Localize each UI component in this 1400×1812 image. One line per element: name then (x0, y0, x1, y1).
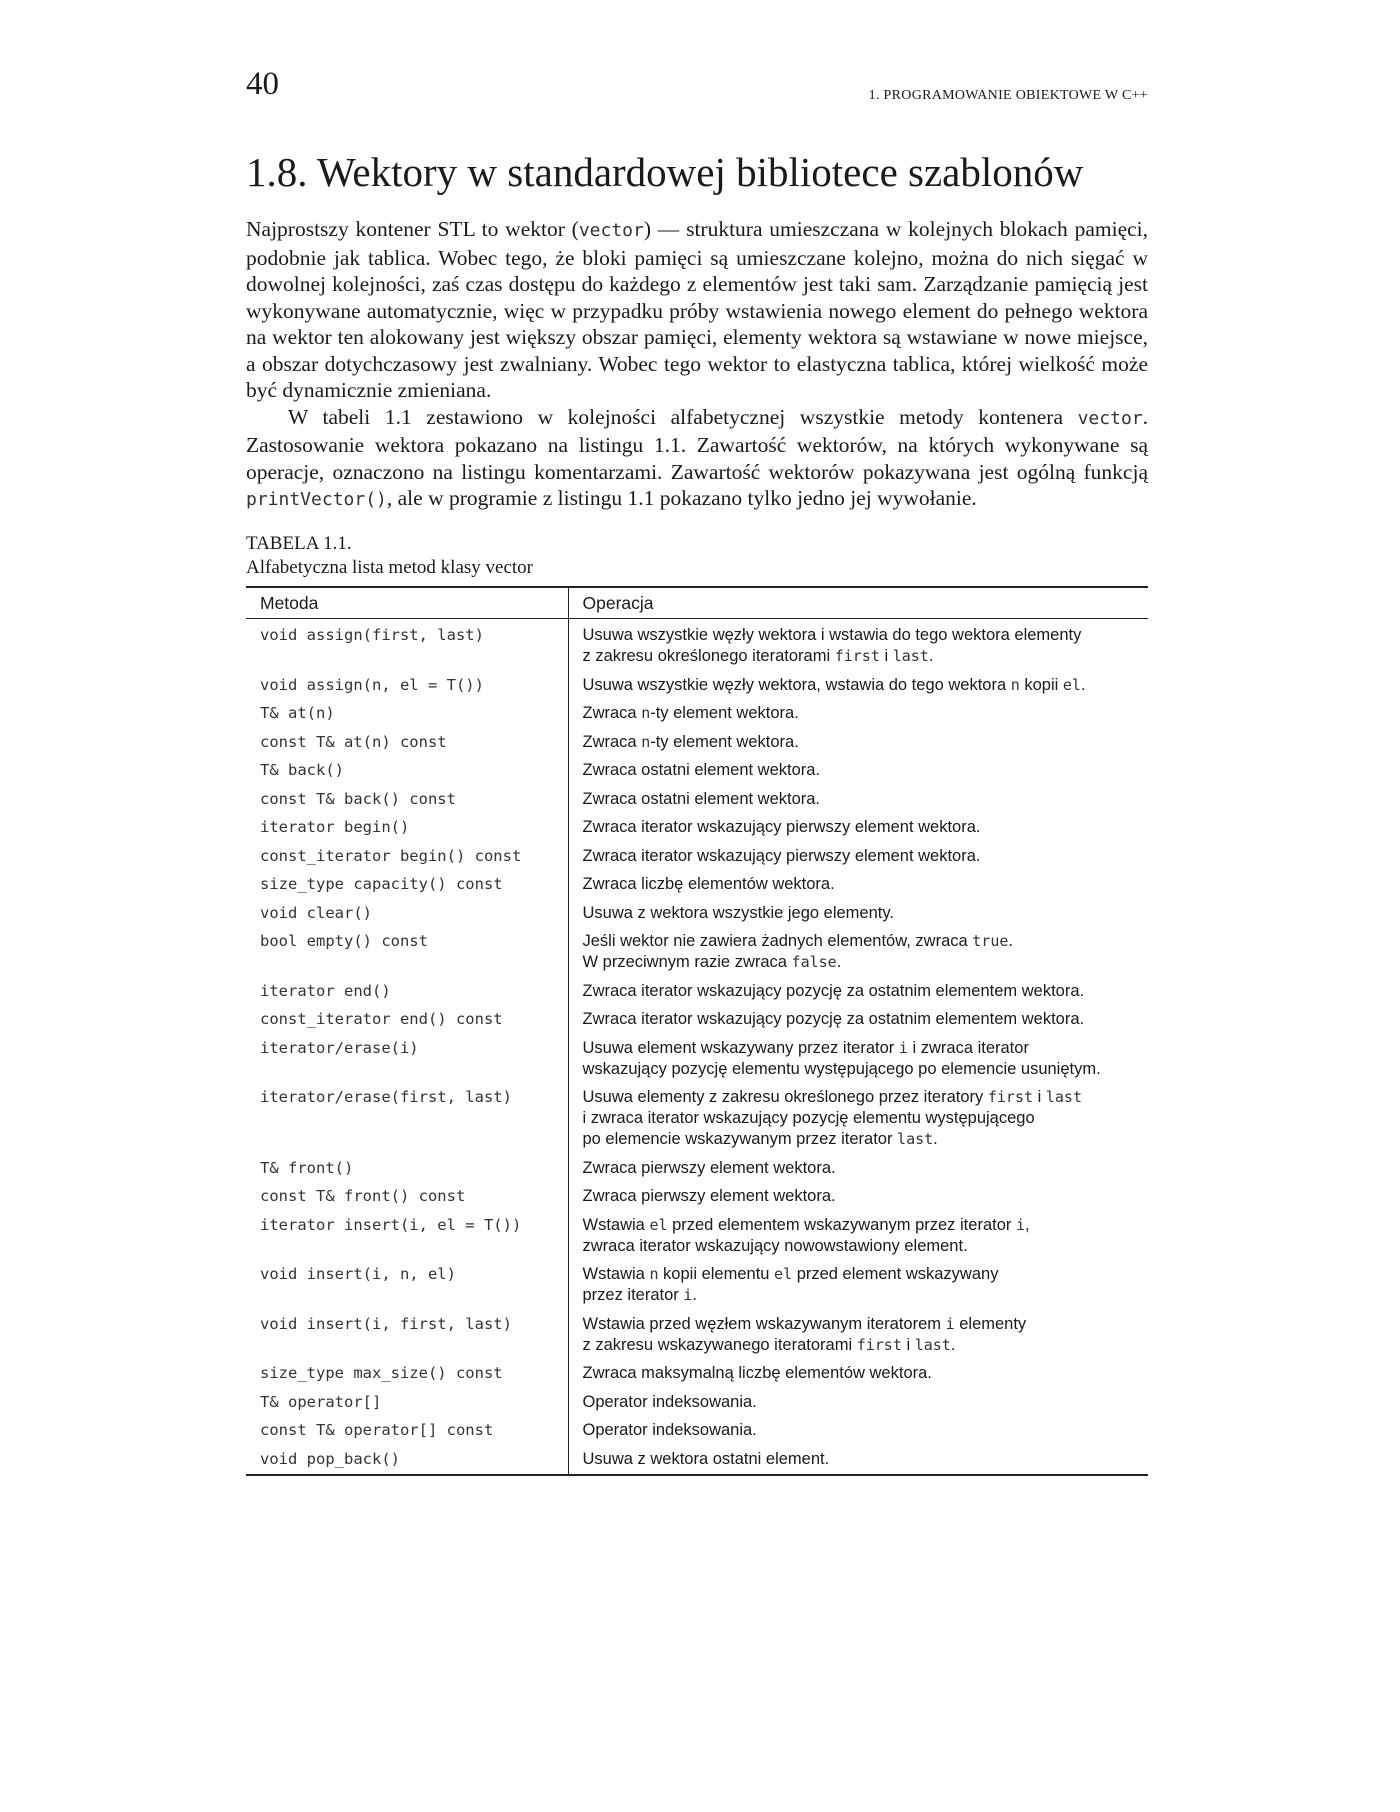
table-row (246, 1183, 1148, 1212)
method-signature: iterator begin() (260, 818, 410, 836)
inline-code: n (641, 732, 651, 751)
text-run: wskazujący pozycję elementu występującego po elemencie usuniętym. (582, 1059, 1101, 1078)
operation-line (583, 1314, 1135, 1335)
operation-line (583, 874, 1135, 895)
operation-description (568, 1183, 1148, 1212)
text-run: Usuwa z wektora wszystkie jego elementy. (582, 903, 894, 922)
inline-code: last (1045, 1088, 1082, 1106)
text-run: W tabeli 1.1 zestawiono w kolejności alfabetycznej wszystkie metody kontenera (288, 404, 1078, 429)
table-row (246, 729, 1148, 758)
text-run: Wstawia (582, 1215, 650, 1234)
text-run: zwraca iterator wskazujący nowowstawiony element. (582, 1236, 968, 1255)
text-run: . (692, 1286, 697, 1304)
operation-line (583, 1059, 1135, 1080)
operation-line (583, 1420, 1135, 1441)
table-row (246, 757, 1148, 786)
method-signature: const T& front() const (260, 1187, 466, 1205)
text-run: i zwraca iterator wskazujący pozycję elementu występującego (582, 1109, 1035, 1127)
operation-description (568, 1006, 1148, 1035)
operation-line (583, 1264, 1135, 1285)
operation-line (583, 1186, 1135, 1207)
operation-line (583, 1129, 1135, 1150)
operation-line (583, 1449, 1135, 1470)
inline-code: last (892, 647, 929, 665)
inline-code: vector (1077, 407, 1143, 429)
operation-description (568, 871, 1148, 900)
text-run: Zwraca (582, 704, 642, 722)
text-run: kopii (1019, 675, 1063, 694)
method-signature: T& at(n) (260, 704, 335, 722)
operation-description (568, 1311, 1148, 1361)
text-run: ) — struktura umieszczana w kolejnych blokach pamięci, podobnie jak tablica. Wobec tego, że bloki pamięci są umieszczane kolejno, można do nich sięgać w dowolnej kolejności, zaś czas dostępu do każdego z elementów jest taki sam. Zarządzanie pamięcią jest wykonywane automatycznie, więc w przypadku próby wstawienia nowego element do pełnego wektora na wektor ten alokowany jest większy obszar pamięci, elementy wektora są wstawiane w nowe miejsce, a obszar dotychczasowy jest zwalniany. Wobec tego wektor to elastyczna tablica, której wielkość może być dynamicznie zmieniana. (246, 217, 1148, 402)
text-run: Zwraca iterator wskazujący pierwszy element wektora. (582, 846, 981, 865)
table-row (246, 871, 1148, 900)
text-run: i (879, 647, 893, 665)
operation-description (568, 729, 1148, 758)
operation-description (568, 1446, 1148, 1476)
text-run: Zwraca ostatni element wektora. (582, 789, 821, 808)
inline-code: last (914, 1335, 951, 1354)
table-row (246, 928, 1148, 978)
inline-code: false (791, 953, 837, 971)
text-run: -ty element wektora. (650, 732, 799, 751)
section-title: 1.8. Wektory w standardowej bibliotece szablonów (246, 149, 1084, 195)
text-run: Operator indeksowania. (582, 1421, 757, 1439)
method-signature: void assign(n, el = T()) (260, 675, 484, 694)
text-run: i (901, 1335, 915, 1354)
text-run: Jeśli wektor nie zawiera żadnych elementów, zwraca (582, 932, 973, 950)
inline-code: printVector() (246, 489, 387, 510)
inline-code: first (987, 1088, 1034, 1106)
operation-line (583, 1335, 1135, 1356)
operation-description (568, 1389, 1148, 1418)
table-row (246, 1389, 1148, 1418)
table-row (246, 619, 1148, 672)
method-signature: T& front() (260, 1158, 354, 1177)
method-signature: const T& operator[] const (260, 1421, 494, 1439)
text-run: W przeciwnym razie zwraca (582, 953, 792, 971)
text-run: , (1025, 1215, 1030, 1234)
inline-code: vector (578, 220, 644, 241)
operation-line (583, 625, 1135, 646)
operation-description (568, 786, 1148, 815)
method-signature: void pop_back() (246, 1446, 568, 1476)
table-label: TABELA 1.1. (246, 533, 352, 554)
text-run: Usuwa wszystkie węzły wektora i wstawia do tego wektora elementy (582, 626, 1082, 644)
text-run: Zwraca iterator wskazujący pozycję za ostatnim elementem wektora. (582, 981, 1085, 1000)
inline-code: el (649, 1215, 668, 1234)
text-run: Zwraca pierwszy element wektora. (582, 1158, 836, 1177)
table-row (246, 1212, 1148, 1262)
method-signature: const T& back() const (260, 789, 456, 808)
operation-description (568, 1212, 1148, 1262)
inline-code: i (683, 1286, 693, 1304)
table-caption (246, 532, 533, 580)
operation-line (583, 1087, 1135, 1108)
table-row (246, 1155, 1148, 1184)
table-header-row (246, 587, 1148, 619)
method-signature: iterator end() (260, 981, 391, 1000)
method-signature: const_iterator end() const (260, 1010, 503, 1028)
operation-description (568, 843, 1148, 872)
operation-line (583, 1038, 1135, 1059)
text-run: Zwraca iterator wskazujący pierwszy element wektora. (582, 818, 981, 836)
inline-code: true (972, 932, 1009, 950)
table-row (246, 1417, 1148, 1446)
method-signature: void insert(i, first, last) (260, 1314, 512, 1333)
text-run: Wstawia przed węzłem wskazywanym iteratorem (582, 1314, 946, 1333)
operation-line (583, 952, 1135, 973)
text-run: Najprostszy kontener STL to wektor ( (246, 217, 579, 241)
text-run: Zwraca (582, 732, 642, 751)
operation-line (583, 675, 1135, 696)
method-signature: const T& at(n) const (260, 732, 447, 751)
text-run: . (1080, 675, 1086, 694)
table-row (246, 900, 1148, 929)
operation-description (568, 928, 1148, 978)
inline-code: last (897, 1130, 934, 1148)
method-signature: iterator insert(i, el = T()) (260, 1215, 522, 1234)
method-signature: iterator/erase(first, last) (260, 1088, 512, 1106)
text-run: i zwraca iterator (907, 1038, 1029, 1057)
operation-line (583, 646, 1135, 667)
operation-line (583, 1215, 1135, 1236)
inline-code: i (945, 1314, 955, 1333)
inline-code: n (1010, 675, 1020, 694)
column-header-method: Metoda (246, 587, 568, 619)
column-header-operation: Operacja (568, 587, 1148, 619)
operation-description (568, 1360, 1148, 1389)
text-run: Wstawia (582, 1265, 650, 1283)
inline-code: first (834, 647, 880, 665)
text-run: . (836, 953, 842, 971)
method-signature: void assign(first, last) (260, 626, 484, 644)
paragraph (246, 404, 1148, 514)
method-signature: size_type max_size() const (260, 1364, 503, 1382)
inline-code: i (898, 1038, 908, 1057)
table-caption-text: Alfabetyczna lista metod klasy vector (246, 557, 534, 578)
text-run: przed elementem wskazywanym przez iterator (667, 1215, 1016, 1234)
table-row (246, 1006, 1148, 1035)
table-row (246, 672, 1148, 701)
operation-line (583, 1236, 1135, 1257)
body-text (246, 216, 1148, 514)
operation-description (568, 1035, 1148, 1085)
operation-description (568, 1417, 1148, 1446)
operation-line (583, 1009, 1135, 1030)
text-run: -ty element wektora. (650, 704, 799, 722)
operation-line (583, 1108, 1135, 1129)
table-row (246, 1311, 1148, 1361)
text-run: przez iterator (582, 1286, 684, 1304)
operation-description (568, 1261, 1148, 1311)
method-signature: void insert(i, n, el) (260, 1265, 456, 1283)
operation-description (568, 672, 1148, 701)
text-run: z zakresu wskazywanego iteratorami (582, 1335, 857, 1354)
text-run: . (1008, 932, 1013, 950)
text-run: , ale w programie z listingu 1.1 pokazano tylko jedno jej wywołanie. (386, 486, 977, 510)
operation-line (583, 846, 1135, 867)
text-run: kopii elementu (658, 1265, 775, 1283)
method-signature: const_iterator begin() const (260, 846, 522, 865)
text-run: Zwraca maksymalną liczbę elementów wektora. (582, 1364, 932, 1382)
page-number: 40 (246, 66, 279, 102)
text-run: z zakresu określonego iteratorami (582, 647, 835, 665)
operation-line (583, 1363, 1135, 1384)
text-run: Usuwa elementy z zakresu określonego przez iteratory (582, 1088, 988, 1106)
operation-description (568, 700, 1148, 729)
inline-code: first (856, 1335, 902, 1354)
text-run: Operator indeksowania. (582, 1392, 757, 1411)
operation-line (583, 1158, 1135, 1179)
text-run: Zwraca ostatni element wektora. (582, 761, 821, 779)
method-signature: size_type capacity() const (260, 875, 503, 893)
text-run: . (928, 647, 934, 665)
inline-code: n (649, 1265, 659, 1283)
table-row (246, 1261, 1148, 1311)
text-run: . (933, 1130, 938, 1148)
operation-line (583, 817, 1135, 838)
operation-description (568, 757, 1148, 786)
methods-table (246, 586, 1148, 1476)
inline-code: el (1062, 675, 1081, 694)
inline-code: n (641, 704, 651, 722)
text-run: Zwraca pierwszy element wektora. (582, 1187, 836, 1205)
running-head: 1. PROGRAMOWANIE OBIEKTOWE W C++ (868, 88, 1148, 103)
text-run: przed element wskazywany (792, 1265, 999, 1283)
text-run: . Zastosowanie wektora pokazano na listingu 1.1. Zawartość wektorów, na których wykonywane są operacje, oznaczono na listingu komentarzami. Zawartość wektorów pokazywana jest ogólną funkcją (246, 404, 1148, 484)
table-row (246, 1035, 1148, 1085)
operation-description (568, 978, 1148, 1007)
operation-line (583, 1392, 1135, 1413)
text-run: Zwraca liczbę elementów wektora. (582, 875, 835, 893)
text-run: Usuwa wszystkie węzły wektora, wstawia do tego wektora (582, 675, 1011, 694)
operation-line (583, 789, 1135, 810)
table-row (246, 978, 1148, 1007)
table-row (246, 1084, 1148, 1155)
operation-description (568, 619, 1148, 672)
text-run: Usuwa z wektora ostatni element. (582, 1449, 830, 1468)
text-run: Usuwa element wskazywany przez iterator (582, 1038, 899, 1057)
operation-description (568, 1084, 1148, 1155)
table-row (246, 814, 1148, 843)
method-signature: void clear() (260, 903, 372, 922)
operation-line (583, 931, 1135, 952)
text-run: i (1033, 1088, 1046, 1106)
operation-line (583, 903, 1135, 924)
paragraph (246, 216, 1148, 404)
table-body (246, 619, 1148, 1476)
operation-description (568, 1155, 1148, 1184)
operation-line (583, 981, 1135, 1002)
inline-code: el (774, 1265, 793, 1283)
table-row (246, 700, 1148, 729)
operation-description (568, 900, 1148, 929)
table-row (246, 843, 1148, 872)
operation-line (583, 1285, 1135, 1306)
table-row (246, 1446, 1148, 1476)
method-signature: T& back() (260, 761, 344, 779)
operation-line (583, 703, 1135, 724)
text-run: Zwraca iterator wskazujący pozycję za ostatnim elementem wektora. (582, 1010, 1085, 1028)
method-signature: iterator/erase(i) (260, 1038, 419, 1057)
operation-line (583, 760, 1135, 781)
method-signature: bool empty() const (260, 932, 428, 950)
text-run: . (950, 1335, 956, 1354)
inline-code: i (1015, 1215, 1025, 1234)
operation-line (583, 732, 1135, 753)
operation-description (568, 814, 1148, 843)
text-run: po elemencie wskazywanym przez iterator (582, 1130, 898, 1148)
method-signature: T& operator[] (260, 1392, 382, 1411)
table-row (246, 1360, 1148, 1389)
text-run: elementy (954, 1314, 1027, 1333)
table-row (246, 786, 1148, 815)
